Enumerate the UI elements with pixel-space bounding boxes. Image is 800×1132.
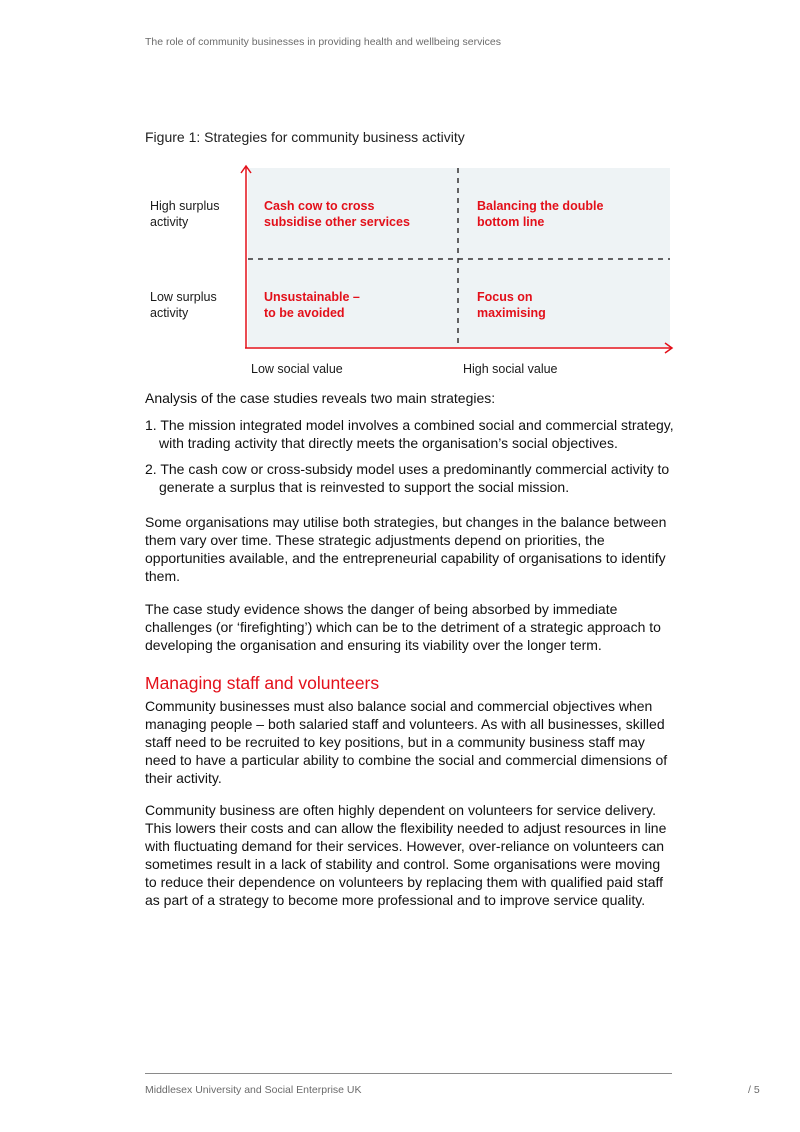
intro-paragraph: Analysis of the case studies reveals two main strategies:	[145, 390, 496, 406]
footer-divider	[145, 1073, 672, 1074]
quadrant-unsustainable: Unsustainable – to be avoided	[264, 290, 360, 320]
list-item: 2. The cash cow or cross-subsidy model uses a predominantly commercial activity to generate a surplus that is reinvested to support the social mission.	[145, 461, 670, 495]
y-label-high-surplus: High surplus activity	[150, 199, 220, 229]
quadrant-focus-maximising: Focus on maximising	[477, 290, 546, 320]
running-header: The role of community businesses in providing health and wellbeing services	[145, 36, 502, 48]
page-number: / 5	[748, 1084, 760, 1096]
paragraph-managing-people: Community businesses must also balance social and commercial objectives when managing people – both salaried staff and volunteers. As with all businesses, skilled staff need to be recruited to key positions, but in a community business staff may need to have a particular ability to combine the social and commercial dimensions of their activity.	[145, 698, 668, 786]
footer-publisher: Middlesex University and Social Enterprise UK	[145, 1084, 362, 1096]
y-label-low-surplus: Low surplus activity	[150, 290, 217, 320]
quadrant-cash-cow: Cash cow to cross subsidise other services	[264, 199, 410, 229]
x-label-low-social-value: Low social value	[251, 362, 343, 376]
paragraph-strategies-balance: Some organisations may utilise both strategies, but changes in the balance between them vary over time. These strategic adjustments depend on priorities, the opportunities available, and the entrepreneurial capability of organisations to identify them.	[145, 514, 667, 584]
x-label-high-social-value: High social value	[463, 362, 558, 376]
figure-title: Figure 1: Strategies for community business activity	[145, 129, 465, 145]
section-heading: Managing staff and volunteers	[145, 673, 380, 693]
paragraph-volunteers: Community business are often highly dependent on volunteers for service delivery. This lowers their costs and can allow the flexibility needed to adjust resources in line with fluctuating demand for their services. However, over-reliance on volunteers can sometimes result in a lack of stability and control. Some organisations were moving to reduce their dependence on volunteers by replacing them with qualified paid staff as part of a strategy to become more professional and to improve service quality.	[145, 802, 667, 908]
quadrant-double-bottom-line: Balancing the double bottom line	[477, 199, 604, 229]
list-item: 1. The mission integrated model involves a combined social and commercial strategy, with trading activity that directly meets the organisation’s social objectives.	[145, 417, 674, 451]
paragraph-firefighting: The case study evidence shows the danger of being absorbed by immediate challenges (or ‘firefighting’) which can be to the detriment of a strategic approach to developing the organisation and ensuring its viability over the longer term.	[145, 601, 661, 653]
